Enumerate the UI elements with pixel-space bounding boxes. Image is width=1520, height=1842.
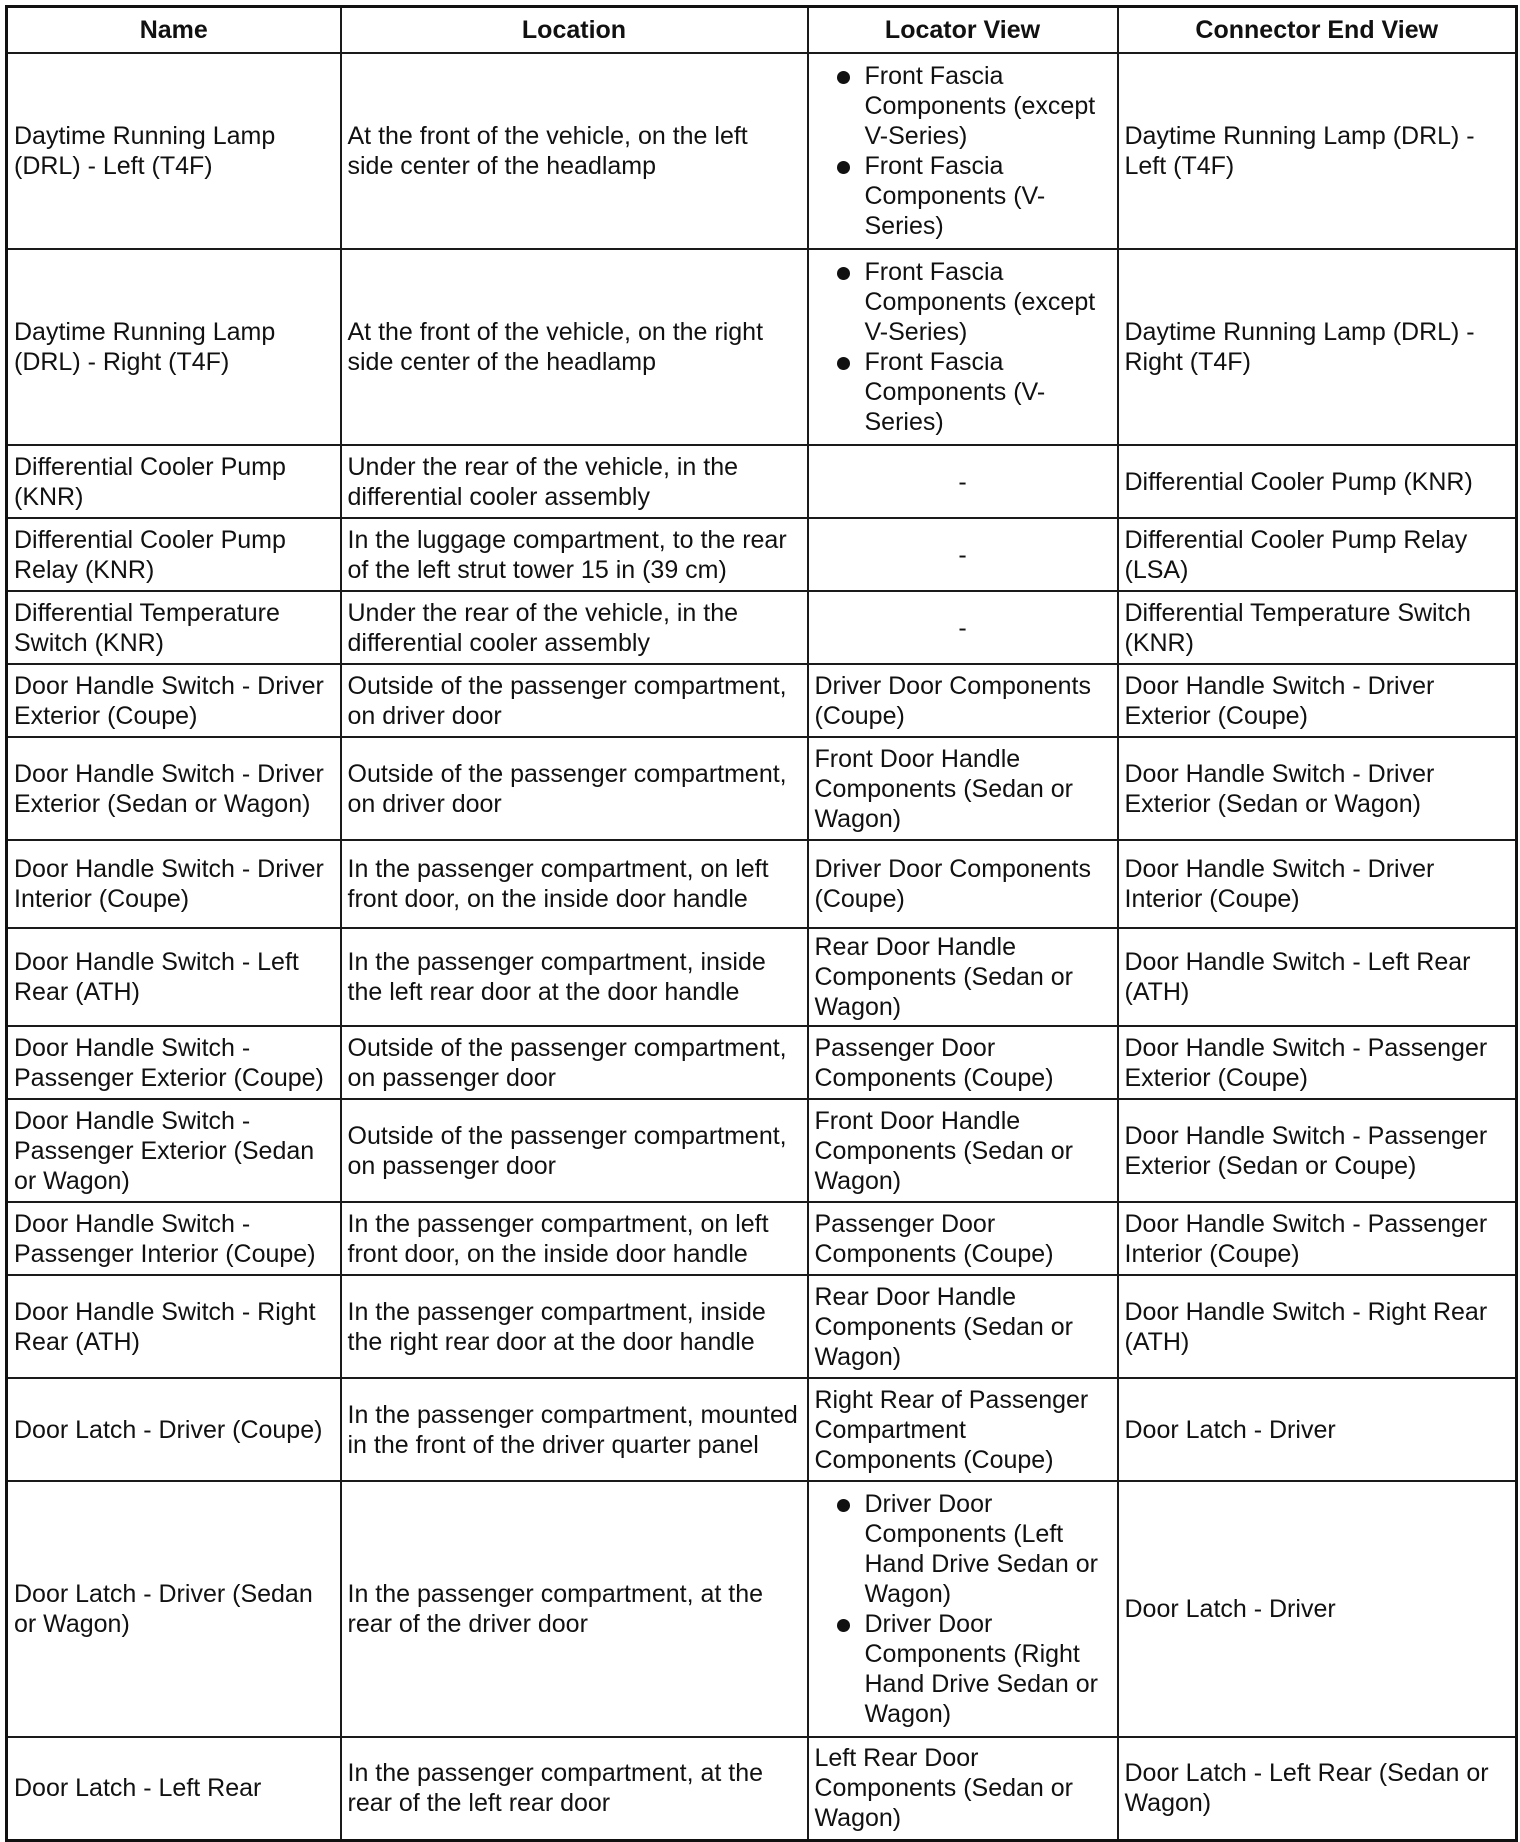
cell-connector-end-view: Differential Cooler Pump Relay (LSA): [1118, 518, 1517, 591]
cell-locator-view: Passenger Door Components (Coupe): [808, 1026, 1118, 1099]
table-row: [7, 737, 1517, 840]
cell-name: Differential Temperature Switch (KNR): [7, 591, 341, 664]
component-locator-table: [5, 5, 1518, 1842]
locator-view-list: [815, 257, 1111, 437]
locator-view-list: [815, 1489, 1111, 1729]
cell-location: Outside of the passenger compartment, on passenger door: [341, 1026, 808, 1099]
cell-locator-view: -: [808, 445, 1118, 518]
cell-connector-end-view: Door Latch - Driver: [1118, 1378, 1517, 1481]
table-row: [7, 1737, 1517, 1840]
cell-locator-view: -: [808, 591, 1118, 664]
header-location: Location: [341, 7, 808, 54]
locator-view-list: [815, 61, 1111, 241]
cell-location: Under the rear of the vehicle, in the differential cooler assembly: [341, 445, 808, 518]
cell-locator-view: Front Door Handle Components (Sedan or Wagon): [808, 737, 1118, 840]
cell-name: Door Latch - Driver (Coupe): [7, 1378, 341, 1481]
cell-name: Differential Cooler Pump (KNR): [7, 445, 341, 518]
locator-view-list-item: Front Fascia Components (V-Series): [815, 347, 1111, 437]
cell-connector-end-view: Daytime Running Lamp (DRL) - Left (T4F): [1118, 53, 1517, 249]
cell-name: Door Handle Switch - Driver Exterior (Coupe): [7, 664, 341, 737]
cell-name: Differential Cooler Pump Relay (KNR): [7, 518, 341, 591]
cell-location: In the passenger compartment, at the rear of the left rear door: [341, 1737, 808, 1840]
table-row: [7, 1099, 1517, 1202]
cell-name: Door Handle Switch - Passenger Exterior (Coupe): [7, 1026, 341, 1099]
header-connector-end-view: Connector End View: [1118, 7, 1517, 54]
cell-location: In the passenger compartment, at the rear of the driver door: [341, 1481, 808, 1737]
cell-connector-end-view: Door Handle Switch - Left Rear (ATH): [1118, 928, 1517, 1026]
cell-name: Door Handle Switch - Driver Exterior (Sedan or Wagon): [7, 737, 341, 840]
cell-name: Door Handle Switch - Left Rear (ATH): [7, 928, 341, 1026]
locator-view-list-item: Driver Door Components (Left Hand Drive Sedan or Wagon): [815, 1489, 1111, 1609]
cell-location: In the passenger compartment, inside the left rear door at the door handle: [341, 928, 808, 1026]
table-header-row: [7, 7, 1517, 54]
cell-connector-end-view: Door Handle Switch - Passenger Interior (Coupe): [1118, 1202, 1517, 1275]
table-row: [7, 840, 1517, 928]
cell-locator-view: Front Door Handle Components (Sedan or Wagon): [808, 1099, 1118, 1202]
cell-name: Door Latch - Left Rear: [7, 1737, 341, 1840]
table-row: [7, 53, 1517, 249]
cell-locator-view: [808, 249, 1118, 445]
cell-connector-end-view: Door Handle Switch - Driver Exterior (Sedan or Wagon): [1118, 737, 1517, 840]
cell-location: In the passenger compartment, inside the right rear door at the door handle: [341, 1275, 808, 1378]
cell-locator-view: Left Rear Door Components (Sedan or Wagon): [808, 1737, 1118, 1840]
table-row: [7, 518, 1517, 591]
header-locator-view: Locator View: [808, 7, 1118, 54]
cell-connector-end-view: Door Handle Switch - Driver Exterior (Coupe): [1118, 664, 1517, 737]
locator-view-list-item: Front Fascia Components (except V-Series): [815, 61, 1111, 151]
table-row: [7, 1026, 1517, 1099]
table-row: [7, 928, 1517, 1026]
header-name: Name: [7, 7, 341, 54]
cell-connector-end-view: Door Latch - Driver: [1118, 1481, 1517, 1737]
table-row: [7, 591, 1517, 664]
locator-view-list-item: Front Fascia Components (except V-Series): [815, 257, 1111, 347]
cell-connector-end-view: Door Handle Switch - Right Rear (ATH): [1118, 1275, 1517, 1378]
cell-location: Outside of the passenger compartment, on driver door: [341, 737, 808, 840]
cell-locator-view: Rear Door Handle Components (Sedan or Wagon): [808, 928, 1118, 1026]
table-row: [7, 1378, 1517, 1481]
cell-location: Under the rear of the vehicle, in the differential cooler assembly: [341, 591, 808, 664]
cell-locator-view: [808, 1481, 1118, 1737]
locator-view-list-item: Driver Door Components (Right Hand Drive Sedan or Wagon): [815, 1609, 1111, 1729]
cell-locator-view: Driver Door Components (Coupe): [808, 840, 1118, 928]
table-row: [7, 445, 1517, 518]
cell-location: Outside of the passenger compartment, on driver door: [341, 664, 808, 737]
table-row: [7, 249, 1517, 445]
cell-location: At the front of the vehicle, on the right side center of the headlamp: [341, 249, 808, 445]
cell-connector-end-view: Door Handle Switch - Passenger Exterior (Coupe): [1118, 1026, 1517, 1099]
cell-name: Daytime Running Lamp (DRL) - Right (T4F): [7, 249, 341, 445]
cell-connector-end-view: Door Handle Switch - Driver Interior (Coupe): [1118, 840, 1517, 928]
cell-location: Outside of the passenger compartment, on passenger door: [341, 1099, 808, 1202]
cell-locator-view: Right Rear of Passenger Compartment Components (Coupe): [808, 1378, 1118, 1481]
cell-name: Door Handle Switch - Right Rear (ATH): [7, 1275, 341, 1378]
cell-locator-view: [808, 53, 1118, 249]
locator-view-list-item: Front Fascia Components (V-Series): [815, 151, 1111, 241]
cell-connector-end-view: Door Latch - Left Rear (Sedan or Wagon): [1118, 1737, 1517, 1840]
table-body: [7, 53, 1517, 1840]
cell-name: Daytime Running Lamp (DRL) - Left (T4F): [7, 53, 341, 249]
table-row: [7, 1481, 1517, 1737]
cell-locator-view: Passenger Door Components (Coupe): [808, 1202, 1118, 1275]
cell-locator-view: Rear Door Handle Components (Sedan or Wagon): [808, 1275, 1118, 1378]
cell-location: In the passenger compartment, mounted in the front of the driver quarter panel: [341, 1378, 808, 1481]
cell-connector-end-view: Differential Temperature Switch (KNR): [1118, 591, 1517, 664]
cell-locator-view: -: [808, 518, 1118, 591]
cell-location: In the luggage compartment, to the rear of the left strut tower 15 in (39 cm): [341, 518, 808, 591]
cell-name: Door Handle Switch - Driver Interior (Coupe): [7, 840, 341, 928]
cell-location: In the passenger compartment, on left front door, on the inside door handle: [341, 840, 808, 928]
table-row: [7, 1202, 1517, 1275]
component-locator-table-wrapper: [5, 5, 1515, 1842]
cell-name: Door Handle Switch - Passenger Exterior (Sedan or Wagon): [7, 1099, 341, 1202]
cell-connector-end-view: Daytime Running Lamp (DRL) - Right (T4F): [1118, 249, 1517, 445]
cell-connector-end-view: Differential Cooler Pump (KNR): [1118, 445, 1517, 518]
table-row: [7, 664, 1517, 737]
cell-location: In the passenger compartment, on left front door, on the inside door handle: [341, 1202, 808, 1275]
cell-location: At the front of the vehicle, on the left side center of the headlamp: [341, 53, 808, 249]
cell-name: Door Handle Switch - Passenger Interior (Coupe): [7, 1202, 341, 1275]
cell-connector-end-view: Door Handle Switch - Passenger Exterior (Sedan or Coupe): [1118, 1099, 1517, 1202]
cell-locator-view: Driver Door Components (Coupe): [808, 664, 1118, 737]
table-row: [7, 1275, 1517, 1378]
cell-name: Door Latch - Driver (Sedan or Wagon): [7, 1481, 341, 1737]
